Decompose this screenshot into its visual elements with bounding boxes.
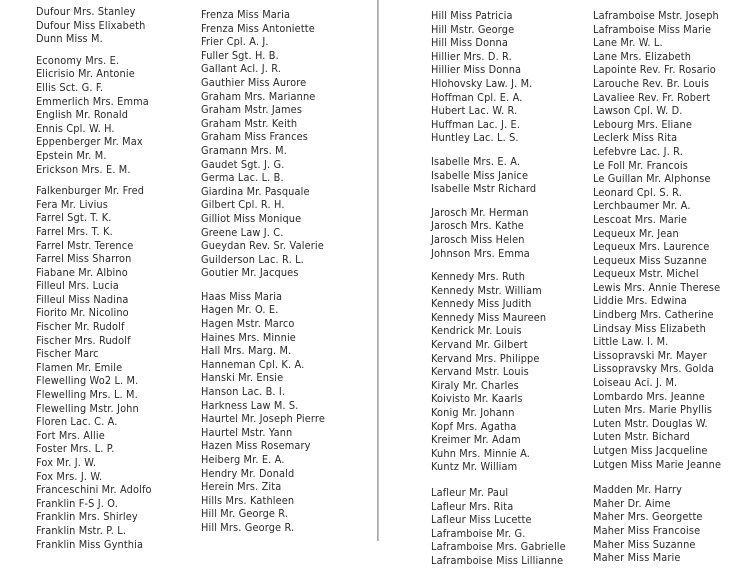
directory-entry: Farrel Sgt. T. K. (36, 212, 112, 225)
directory-entry: Haas Miss Maria (201, 290, 283, 303)
directory-entry: Leclerk Miss Rita (593, 132, 678, 145)
directory-entry: Maher Mrs. Georgette (593, 511, 703, 524)
directory-entry: Laframboise Miss Marie (593, 23, 712, 36)
directory-entry: Flewelling Wo2 L. M. (36, 375, 139, 388)
directory-entry: Lutgen Miss Marie Jeanne (593, 458, 722, 471)
directory-entry: Graham Miss Frances (201, 131, 309, 144)
directory-entry: Kreimer Mr. Adam (431, 434, 521, 447)
directory-entry: Farrel Mstr. Terence (36, 239, 134, 252)
directory-entry: Lefebvre Lac. J. R. (593, 145, 683, 158)
directory-entry: Lewis Mrs. Annie Therese (593, 281, 721, 294)
directory-entry: Greene Law J. C. (201, 226, 284, 239)
directory-entry: Franklin F-S J. O. (36, 497, 118, 510)
directory-entry: Foster Mrs. L. P. (36, 443, 115, 456)
directory-entry: Emmerlich Mrs. Emma (36, 95, 149, 108)
directory-entry: Hazen Miss Rosemary (201, 440, 311, 453)
directory-entry: Frenza Miss Antoniette (201, 22, 315, 35)
directory-entry: Frier Cpl. A. J. (201, 36, 269, 49)
directory-entry: Laframboise Mr. G. (431, 527, 526, 540)
name-column-4 (593, 10, 729, 566)
directory-entry: Isabelle Mstr Richard (431, 183, 537, 196)
directory-entry: Graham Mstr. Keith (201, 117, 298, 130)
letter-group (593, 484, 729, 566)
directory-entry: Hill Mstr. George (431, 23, 515, 36)
directory-entry: Isabelle Miss Janice (431, 169, 529, 182)
directory-entry: Fox Mrs. J. W. (36, 470, 103, 483)
directory-entry: Konig Mr. Johann (431, 407, 515, 420)
directory-entry: Hill Miss Patricia (431, 10, 513, 22)
directory-entry: Gauthier Miss Aurore (201, 76, 307, 89)
directory-entry: Kuntz Mr. William (431, 461, 518, 474)
directory-entry: Lequeux Mrs. Laurence (593, 241, 710, 254)
directory-entry: Franklin Mstr. P. L. (36, 524, 127, 537)
directory-entry: Maher Dr. Aime (593, 497, 671, 510)
directory-entry: Lawson Cpl. W. D. (593, 105, 683, 118)
page-gutter (377, 0, 379, 541)
directory-entry: Gramann Mrs. M. (201, 144, 287, 157)
directory-entry: Falkenburger Mr. Fred (36, 185, 145, 198)
directory-entry: Filleul Miss Nadina (36, 293, 129, 306)
directory-entry: Kennedy Mrs. Ruth (431, 271, 526, 284)
directory-entry: Flewelling Mrs. L. M. (36, 389, 138, 402)
directory-entry: Laframboise Mstr. Joseph (593, 10, 719, 22)
directory-entry: Kuhn Mrs. Minnie A. (431, 447, 530, 460)
directory-entry: Lequeux Miss Suzanne (593, 254, 707, 267)
directory-entry: Huntley Lac. L. S. (431, 132, 519, 145)
directory-entry: Haurtel Mr. Joseph Pierre (201, 413, 325, 426)
directory-entry: Lindsay Miss Elizabeth (593, 322, 706, 335)
directory-entry: Lavaliee Rev. Fr. Robert (593, 91, 711, 104)
directory-entry: Lutgen Miss Jacqueline (593, 445, 708, 457)
directory-entry: Gilbert Cpl. R. H. (201, 199, 285, 212)
directory-entry: Dufour Mrs. Stanley (36, 6, 136, 18)
directory-entry: Lapointe Rev. Fr. Rosario (593, 64, 716, 77)
letter-group (36, 185, 159, 552)
directory-entry: Le Foll Mr. Francois (593, 159, 688, 172)
directory-entry: Hendry Mr. Donald (201, 467, 295, 480)
directory-entry: Lafleur Miss Lucette (431, 514, 532, 527)
letter-group (593, 10, 729, 472)
directory-entry: Liddie Mrs. Edwina (593, 295, 687, 308)
letter-group (431, 207, 574, 261)
directory-entry: Hillier Miss Donna (431, 64, 522, 77)
directory-entry: Fuller Sgt. H. B. (201, 49, 279, 62)
directory-entry: Hagen Mr. O. E. (201, 304, 279, 317)
directory-entry: Hill Mr. George R. (201, 508, 289, 521)
directory-entry: Hanneman Cpl. K. A. (201, 358, 305, 371)
directory-entry: Fera Mr. Livius (36, 198, 108, 211)
letter-group (431, 487, 574, 569)
directory-entry: Lissopravsky Mrs. Golda (593, 363, 715, 376)
directory-entry: Koivisto Mr. Kaarls (431, 393, 523, 406)
name-column-1 (36, 6, 159, 552)
directory-entry: Lissopravski Mr. Mayer (593, 349, 707, 362)
directory-entry: Hall Mrs. Marg. M. (201, 345, 292, 358)
directory-entry: Flamen Mr. Emile (36, 361, 123, 374)
directory-entry: Economy Mrs. E. (36, 54, 120, 67)
directory-entry: Lescoat Mrs. Marie (593, 213, 688, 226)
directory-entry: Ellis Sct. G. F. (36, 81, 104, 94)
directory-entry: Gaudet Sgt. J. G. (201, 158, 285, 171)
directory-entry: Farrel Miss Sharron (36, 253, 132, 266)
directory-entry: Fischer Marc (36, 348, 99, 361)
directory-entry: Harkness Law M. S. (201, 399, 299, 412)
directory-entry: Kendrick Mr. Louis (431, 325, 522, 338)
directory-entry: Gallant Acl. J. R. (201, 63, 282, 76)
directory-entry: Haines Mrs. Minnie (201, 331, 296, 344)
directory-entry: Hubert Lac. W. R. (431, 105, 518, 118)
directory-entry: Lequeux Mstr. Michel (593, 268, 699, 281)
directory-entry: Hill Miss Donna (431, 37, 508, 50)
directory-entry: Flewelling Mstr. John (36, 402, 139, 415)
directory-entry: Heiberg Mr. E. A. (201, 454, 285, 466)
directory-entry: Epstein Mr. M. (36, 149, 107, 162)
name-column-3 (431, 10, 574, 569)
directory-entry: Hagen Mstr. Marco (201, 318, 295, 331)
directory-entry: Floren Lac. C. A. (36, 416, 118, 429)
directory-entry: Graham Mstr. James (201, 104, 303, 117)
letter-group (36, 55, 159, 177)
directory-entry: Hlohovsky Law. J. M. (431, 77, 533, 90)
letter-group (201, 291, 333, 536)
directory-entry: Elicrisio Mr. Antonie (36, 68, 135, 81)
directory-entry: Lerchbaumer Mr. A. (593, 200, 691, 213)
directory-entry: Johnson Mrs. Emma (431, 247, 530, 260)
directory-entry: Fort Mrs. Allie (36, 429, 105, 442)
directory-entry: Lafleur Mrs. Rita (431, 500, 514, 513)
directory-entry: Farrel Mrs. T. K. (36, 225, 113, 238)
directory-entry: Little Law. I. M. (593, 336, 669, 349)
directory-entry: Graham Mrs. Marianne (201, 90, 316, 103)
directory-entry: Giardina Mr. Pasquale (201, 185, 310, 198)
directory-entry: Fox Mr. J. W. (36, 457, 97, 469)
directory-entry: Maher Miss Marie (593, 552, 681, 565)
directory-entry: Laframboise Mrs. Gabrielle (431, 541, 566, 554)
directory-entry: Dufour Miss Elixabeth (36, 19, 146, 32)
directory-entry: Jarosch Mr. Herman (431, 206, 529, 219)
directory-entry: Fiorito Mr. Nicolino (36, 307, 129, 320)
letter-group (431, 271, 574, 475)
directory-entry: English Mr. Ronald (36, 109, 129, 122)
directory-entry: Gueydan Rev. Sr. Valerie (201, 240, 324, 253)
directory-entry: Kennedy Miss Maureen (431, 311, 547, 324)
directory-entry: Hoffman Cpl. E. A. (431, 91, 523, 104)
directory-entry: Loiseau Aci. J. M. (593, 377, 678, 390)
letter-group (431, 156, 574, 197)
directory-entry: Maher Miss Suzanne (593, 538, 696, 551)
directory-entry: Germa Lac. L. B. (201, 172, 284, 185)
directory-entry: Hanski Mr. Ensie (201, 372, 284, 385)
directory-entry: Gilliot Miss Monique (201, 212, 302, 225)
letter-group (201, 36, 333, 281)
directory-entry: Huffman Lac. J. E. (431, 118, 521, 131)
directory-entry: Erickson Mrs. E. M. (36, 163, 131, 176)
directory-entry: Dunn Miss M. (36, 33, 103, 46)
directory-entry: Guilderson Lac. R. L. (201, 253, 304, 266)
directory-entry: Leonard Cpl. S. R. (593, 186, 683, 199)
directory-entry: Lafleur Mr. Paul (431, 487, 509, 499)
directory-entry: Laframboise Miss Lillianne (431, 554, 564, 567)
letter-group (431, 10, 574, 146)
directory-entry: Kennedy Mstr. William (431, 284, 542, 297)
directory-entry: Lequeux Mr. Jean (593, 227, 679, 240)
directory-entry: Kervand Mstr. Louis (431, 366, 529, 379)
directory-entry: Kennedy Miss Judith (431, 298, 532, 311)
directory-entry: Fischer Mr. Rudolf (36, 321, 125, 334)
directory-entry: Luten Mrs. Marie Phyllis (593, 404, 713, 417)
letter-group (36, 6, 159, 47)
directory-entry: Franklin Mrs. Shirley (36, 511, 138, 524)
directory-entry: Eppenberger Mr. Max (36, 136, 143, 149)
directory-entry: Hill Mrs. George R. (201, 521, 295, 534)
directory-entry: Lane Mrs. Elizabeth (593, 50, 692, 63)
directory-entry: Herein Mrs. Zita (201, 481, 282, 494)
directory-entry: Haurtel Mstr. Yann (201, 426, 293, 439)
directory-entry: Lombardo Mrs. Jeanne (593, 390, 705, 403)
directory-entry: Goutier Mr. Jacques (201, 267, 299, 280)
directory-entry: Lebourg Mrs. Eliane (593, 118, 693, 131)
directory-entry: Fischer Mrs. Rudolf (36, 334, 131, 347)
directory-entry: Kiraly Mr. Charles (431, 379, 519, 392)
directory-entry: Isabelle Mrs. E. A. (431, 155, 521, 168)
directory-entry: Jarosch Mrs. Kathe (431, 220, 524, 233)
directory-entry: Hills Mrs. Kathleen (201, 494, 295, 507)
directory-entry: Jarosch Miss Helen (431, 233, 525, 246)
directory-entry: Hillier Mrs. D. R. (431, 50, 512, 63)
directory-entry: Maher Miss Francoise (593, 524, 701, 537)
directory-entry: Fiabane Mr. Albino (36, 266, 128, 279)
directory-entry: Luten Mstr. Bichard (593, 431, 690, 444)
directory-entry: Larouche Rev. Br. Louis (593, 77, 710, 90)
directory-entry: Franklin Miss Gynthia (36, 538, 144, 551)
directory-entry: Ennis Cpl. W. H. (36, 122, 115, 135)
directory-entry: Kervand Mrs. Philippe (431, 352, 540, 365)
directory-entry: Lane Mr. W. L. (593, 37, 663, 50)
directory-entry: Hanson Lac. B. I. (201, 386, 286, 399)
directory-entry: Madden Mr. Harry (593, 484, 683, 497)
directory-entry: Luten Mstr. Douglas W. (593, 417, 708, 430)
directory-entry: Franceschini Mr. Adolfo (36, 484, 152, 497)
directory-entry: Kervand Mr. Gilbert (431, 339, 528, 352)
directory-entry: Kopf Mrs. Agatha (431, 420, 517, 433)
directory-entry: Lindberg Mrs. Catherine (593, 309, 714, 322)
name-column-2 (201, 9, 333, 536)
directory-entry: Frenza Miss Maria (201, 9, 291, 21)
directory-entry: Le Guillan Mr. Alphonse (593, 173, 711, 186)
letter-group (201, 9, 333, 36)
directory-entry: Filleul Mrs. Lucia (36, 280, 119, 293)
